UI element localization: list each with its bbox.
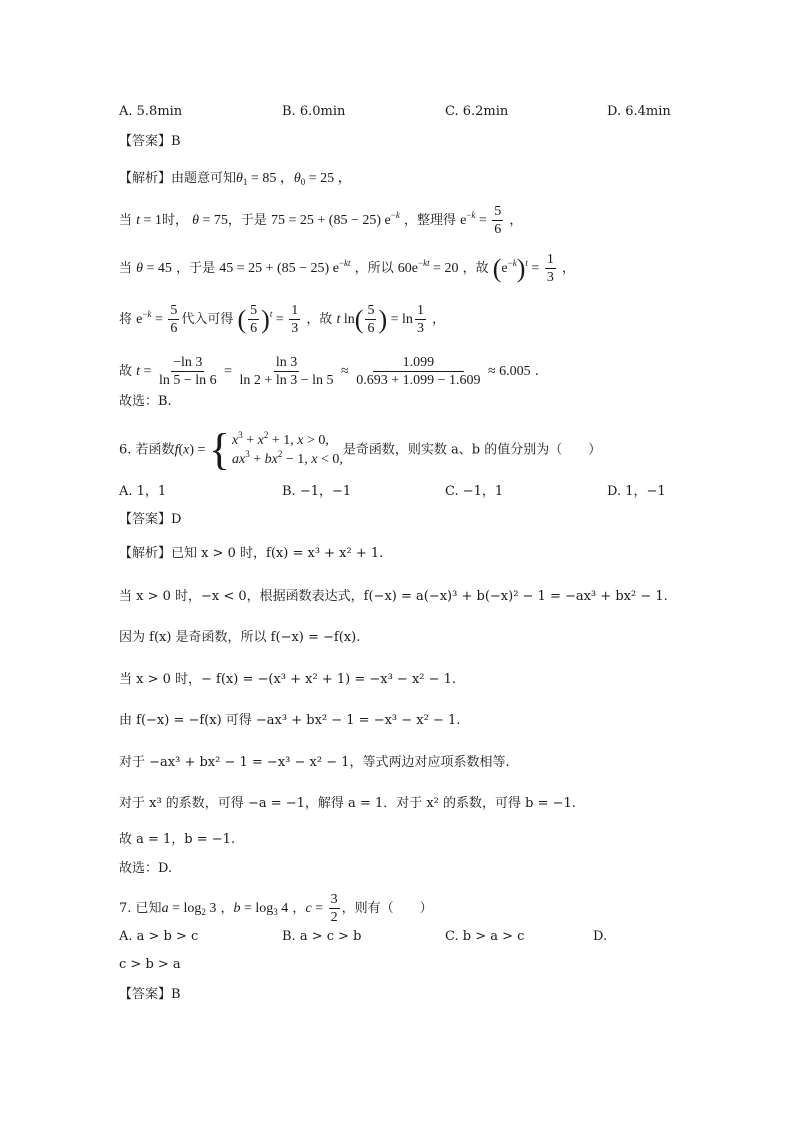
q6-number: 6. <box>119 442 132 458</box>
q5-option-c: C. 6.2min <box>445 104 509 119</box>
answer-value: B <box>171 987 181 1002</box>
q5-analysis-line-5: 故 t = $\frac{-\ln 3}{\ln 5 - \ln 6}$ = $\frac{\ln 3}{\ln 2 + \ln 3 - \ln 5}$ ≈ $\frac{1.099}{0.693 + 1.099 - 1.609}$ ≈ 6.005 . <box>119 355 539 388</box>
answer-label: 【答案】 <box>119 134 172 149</box>
q6-analysis-line-2: 当 x > 0 时，−x < 0，根据函数表达式，f(−x) = a(−x)³ + b(−x)² − 1 = −ax³ + bx² − 1. <box>119 589 668 604</box>
analysis-label: 【解析】 <box>119 546 172 561</box>
q5-analysis-line-2: 当 t = 1时， θ = 75，于是 75 = 25 + (85 − 25) $e^{-k}$ ，整理得 $e^{-k}$ = $\frac{5}{6}$ ， <box>119 204 523 237</box>
q7-option-c: C. b > a > c <box>445 929 525 944</box>
q5-option-a: A. 5.8min <box>119 104 183 119</box>
q6-answer-line <box>119 511 181 529</box>
answer-label: 【答案】 <box>119 512 172 527</box>
q6-analysis-line-3: 因为 f(x) 是奇函数，所以 f(−x) = −f(x). <box>119 630 361 645</box>
q6-analysis-line-8: 故 a = 1，b = −1. <box>119 832 236 847</box>
q5-analysis-line-4: 将 $e^{-k}$ = $\frac{5}{6}$ 代入可得 ( $\frac{5}{6}$ )$^t$ = $\frac{1}{3}$ ，故 t ln( $\frac{5}{6}$ ) = ln $\frac{1}{3}$ ， <box>119 303 446 336</box>
analysis-label: 【解析】 <box>119 171 172 186</box>
q7-option-d-continued: c > b > a <box>119 957 181 972</box>
q6-analysis-line-7: 对于 x³ 的系数，可得 −a = −1，解得 a = 1．对于 x² 的系数，可得 b = −1. <box>119 796 576 811</box>
q6-analysis-line-5: 由 f(−x) = −f(x) 可得 −ax³ + bx² − 1 = −x³ − x² − 1. <box>119 713 461 728</box>
q6-choose: 故选：D. <box>119 861 173 876</box>
q6-analysis-line-6: 对于 −ax³ + bx² − 1 = −x³ − x² − 1，等式两边对应项系数相等. <box>119 755 510 770</box>
q7-number: 7. <box>119 901 132 916</box>
q7-option-b: B. a > c > b <box>282 929 362 944</box>
q6-option-d: D. 1，−1 <box>607 484 666 499</box>
q6-option-a: A. 1，1 <box>119 484 167 499</box>
q5-analysis-line-3: 当 θ = 45 ，于是 45 = 25 + (85 − 25) $e^{-kt}$ ，所以 $60e^{-kt} = 20$ ，故 $(e^{-k})^t$ = $\frac{1}{3}$ ， <box>119 252 575 285</box>
q7-stem: 7. 已知$a = \log_2 3$ ，$b = \log_3 4$ ，c = $\frac{3}{2}$ ，则有（ ） <box>119 892 433 925</box>
q6-stem: 6. 若函数f(x) = { $x^3 + x^2 + 1$, x > 0, $ax^3 + bx^2 - 1$, x < 0, 是奇函数，则实数 a、b 的值分别为（ ） <box>119 425 602 474</box>
q6-stem-prefix: 若函数 <box>135 442 175 458</box>
q5-analysis-line-1: 【解析】由题意可知$\theta_1 = 85$ ，$\theta_0 = 25$ ， <box>119 171 352 187</box>
answer-value: B <box>171 134 181 149</box>
answer-label: 【答案】 <box>119 987 172 1002</box>
q5-option-d: D. 6.4min <box>607 104 671 119</box>
q7-option-a: A. a > b > c <box>119 929 199 944</box>
q6-analysis-line-4: 当 x > 0 时，− f(x) = −(x³ + x² + 1) = −x³ − x² − 1. <box>119 672 457 687</box>
q5-option-b: B. 6.0min <box>282 104 346 119</box>
analysis-intro: 由题意可知 <box>171 171 237 186</box>
q5-answer-line <box>119 133 181 151</box>
q5-choose: 故选：B. <box>119 394 172 409</box>
q7-option-d: D. <box>593 929 608 944</box>
q7-stem-suffix: ，则有（ ） <box>341 901 433 916</box>
q6-option-b: B. −1，−1 <box>282 484 352 499</box>
analysis-text: 已知 x > 0 时，f(x) = x³ + x² + 1. <box>171 546 384 561</box>
q6-option-c: C. −1，1 <box>445 484 504 499</box>
q6-stem-suffix: 是奇函数，则实数 a、b 的值分别为（ ） <box>342 442 602 458</box>
answer-value: D <box>171 512 182 527</box>
q7-answer-line <box>119 986 181 1004</box>
q7-stem-prefix: 已知 <box>135 901 162 916</box>
q6-analysis-line-1 <box>119 545 383 563</box>
